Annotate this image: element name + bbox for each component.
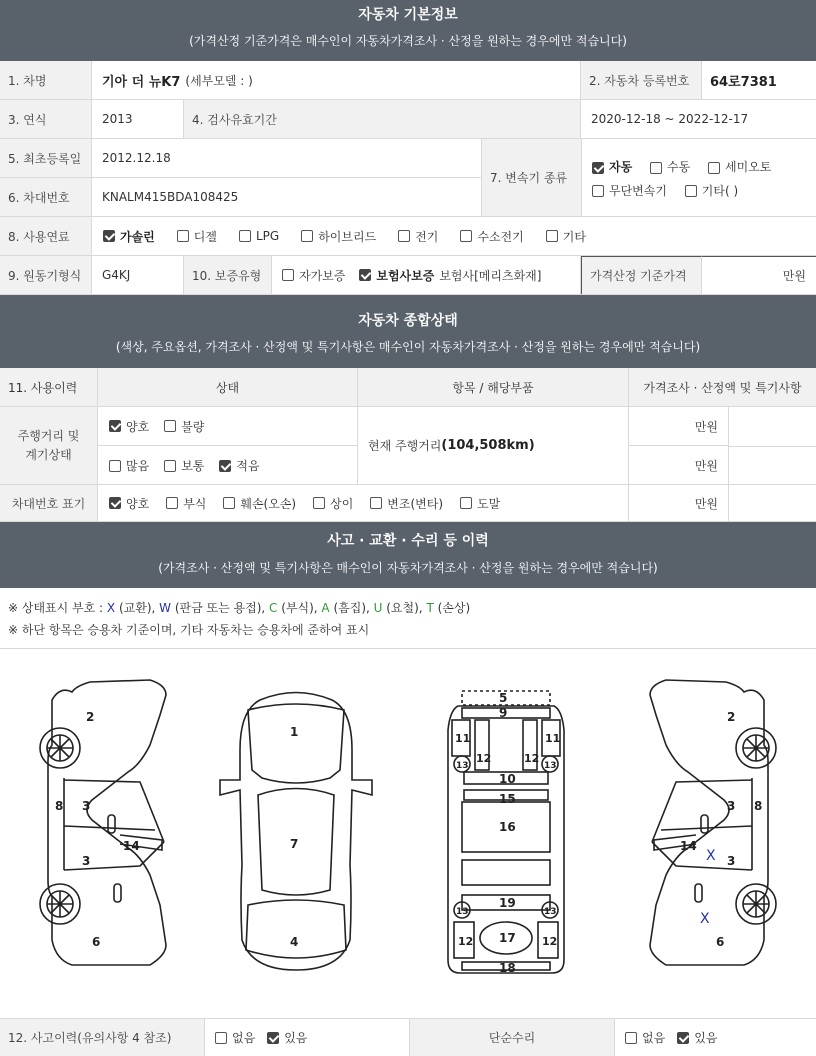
svg-text:9: 9 (499, 706, 508, 720)
svg-text:3: 3 (727, 854, 736, 868)
reg-no-value: 64로7381 (710, 74, 777, 90)
mileage-item (358, 407, 629, 484)
transmission-other-checkbox[interactable]: 기타( ) (685, 181, 738, 202)
notes-divider (0, 648, 816, 649)
svg-text:16: 16 (499, 820, 516, 834)
col-price: 가격조사 · 산정액 및 특기사항 (643, 380, 802, 395)
car-submodel: (세부모델 : ) (185, 73, 253, 88)
legend-code-u: U (373, 601, 383, 615)
transmission-manual-checkbox[interactable]: 수동 (650, 157, 690, 178)
checkbox-empty-icon (301, 230, 313, 242)
checkbox-empty-icon (166, 497, 178, 509)
checkbox-checked-icon (592, 162, 604, 174)
inspection-label: 4. 검사유효기간 (184, 100, 581, 138)
first-reg-label: 5. 최초등록일 (0, 139, 92, 177)
checkbox-checked-icon (103, 230, 115, 242)
svg-text:6: 6 (716, 935, 725, 949)
checkbox-empty-icon (592, 185, 604, 197)
checkbox-empty-icon (282, 269, 294, 281)
accident-history-label: 12. 사고이력(유의사항 4 참조) (0, 1019, 205, 1056)
row-engine (0, 256, 816, 295)
vin-mark-row (0, 485, 816, 522)
reg-no-label: 2. 자동차 등록번호 (581, 61, 702, 99)
transmission-cvt-checkbox[interactable]: 무단변속기 (592, 181, 667, 202)
fuel-other-checkbox[interactable]: 기타 (546, 228, 586, 245)
fuel-label: 8. 사용연료 (0, 217, 92, 255)
row-year (0, 100, 816, 139)
checkbox-empty-icon (164, 420, 176, 432)
row-car-name (0, 61, 816, 100)
checkbox-empty-icon (685, 185, 697, 197)
repair-yes-checkbox[interactable]: 있음 (677, 1029, 717, 1046)
fuel-lpg-checkbox[interactable]: LPG (239, 229, 279, 243)
mileage-block (0, 407, 816, 485)
year-value: 2013 (92, 100, 184, 138)
fuel-diesel-checkbox[interactable]: 디젤 (177, 228, 217, 245)
damage-mark-x-fender: X (700, 911, 710, 927)
accident-subtitle: (가격조사 · 산정액 및 특기사항은 매수인이 자동차가격조사 · 산정을 원하는 경우에만 적습니다) (158, 561, 658, 575)
vin-mark-label: 차대번호 표기 (0, 485, 98, 521)
mileage-price-unit-1: 만원 (629, 407, 729, 446)
checkbox-empty-icon (239, 230, 251, 242)
general-status-subtitle: (색상, 주요옵션, 가격조사 · 산정액 및 특기사항은 매수인이 자동차가격조사 · 산정을 원하는 경우에만 적습니다) (115, 340, 701, 354)
checkbox-empty-icon (546, 230, 558, 242)
status-table-header (0, 368, 816, 407)
svg-text:14: 14 (680, 839, 697, 853)
legend-code-t: T (426, 601, 434, 615)
car-name-value: 기아 더 뉴K7 (102, 74, 181, 90)
vin-mark-price-unit: 만원 (629, 485, 729, 521)
accident-title: 사고 · 교환 · 수리 등 이력 (327, 533, 489, 549)
legend-code-w: W (159, 601, 172, 615)
fuel-options (92, 217, 816, 255)
mileage-good-checkbox[interactable]: 양호 (109, 418, 149, 435)
accident-history-row (0, 1018, 816, 1056)
car-name-cell (92, 61, 581, 99)
checkbox-checked-icon (219, 460, 231, 472)
svg-text:13: 13 (456, 761, 469, 771)
checkbox-empty-icon (313, 497, 325, 509)
checkbox-empty-icon (177, 230, 189, 242)
engine-label: 9. 원동기형식 (0, 256, 92, 294)
vin-value: KNALM415BDA108425 (92, 178, 482, 216)
mileage-normal-checkbox[interactable]: 보통 (164, 457, 204, 474)
vin-mark-damage-checkbox[interactable]: 훼손(오손) (223, 495, 296, 512)
mileage-value: (104,508km) (441, 438, 535, 453)
price-base-label: 가격산정 기준가격 (581, 256, 702, 294)
svg-text:13: 13 (456, 907, 469, 917)
svg-text:12: 12 (542, 935, 558, 948)
legend-code-c: C (269, 601, 278, 615)
warranty-label: 10. 보증유형 (184, 256, 272, 294)
accident-none-checkbox[interactable]: 없음 (215, 1029, 255, 1046)
vin-mark-good-checkbox[interactable]: 양호 (109, 495, 149, 512)
passenger-car-note: ※ 하단 항목은 승용차 기준이며, 기타 자동차는 승용차에 준하여 표시 (8, 623, 370, 637)
svg-text:2: 2 (727, 710, 736, 724)
transmission-options (582, 139, 816, 217)
checkbox-empty-icon (460, 230, 472, 242)
car-damage-diagram (0, 670, 816, 980)
repair-none-checkbox[interactable]: 없음 (625, 1029, 665, 1046)
svg-text:7: 7 (290, 837, 299, 851)
first-reg-value: 2012.12.18 (92, 139, 482, 177)
checkbox-checked-icon (359, 269, 371, 281)
svg-text:12: 12 (476, 752, 492, 765)
vin-mark-corrosion-checkbox[interactable]: 부식 (166, 495, 206, 512)
svg-text:3: 3 (727, 799, 736, 813)
checkbox-empty-icon (650, 162, 662, 174)
checkbox-checked-icon (677, 1032, 689, 1044)
fuel-gasoline-checkbox[interactable]: 가솔린 (103, 228, 155, 245)
simple-repair-options (615, 1019, 816, 1056)
engine-value: G4KJ (92, 256, 184, 294)
warranty-self-checkbox[interactable]: 자가보증 (282, 267, 345, 284)
svg-text:4: 4 (290, 935, 299, 949)
col-status: 상태 (98, 368, 358, 406)
damage-mark-x-door: X (706, 848, 716, 864)
simple-repair-label: 단순수리 (410, 1019, 615, 1056)
mileage-note-divider (729, 446, 816, 447)
mileage-price-unit-2: 만원 (629, 446, 729, 485)
transmission-semiauto-checkbox[interactable]: 세미오토 (708, 157, 771, 178)
checkbox-empty-icon (398, 230, 410, 242)
inspection-period: 2020-12-18 ~ 2022-12-17 (591, 112, 749, 126)
checkbox-empty-icon (625, 1032, 637, 1044)
svg-text:14: 14 (123, 839, 140, 853)
vin-mark-options (98, 485, 629, 521)
mileage-status-row2 (98, 446, 358, 485)
accident-history-options (205, 1019, 410, 1056)
checkbox-empty-icon (370, 497, 382, 509)
svg-text:10: 10 (499, 772, 516, 786)
svg-text:18: 18 (499, 961, 516, 975)
mileage-many-checkbox[interactable]: 많음 (109, 457, 149, 474)
warranty-insurer: 보험사[메리츠화재] (439, 268, 542, 283)
warranty-insurance-checkbox[interactable]: 보험사보증 (359, 267, 434, 284)
svg-text:19: 19 (499, 896, 516, 910)
basic-info-title: 자동차 기본정보 (358, 7, 458, 23)
col-item: 항목 / 해당부품 (358, 368, 629, 406)
svg-text:17: 17 (499, 931, 516, 945)
mileage-text: 현재 주행거리 (368, 439, 442, 453)
svg-text:8: 8 (55, 799, 64, 813)
transmission-label: 7. 변속기 종류 (482, 139, 582, 216)
mileage-few-checkbox[interactable]: 적음 (219, 457, 259, 474)
checkbox-empty-icon (164, 460, 176, 472)
price-base-unit: 만원 (702, 256, 816, 294)
fuel-hydrogen-checkbox[interactable]: 수소전기 (460, 228, 523, 245)
svg-text:3: 3 (82, 799, 91, 813)
legend-code-a: A (321, 601, 330, 615)
svg-text:2: 2 (86, 710, 95, 724)
mileage-status-row1 (98, 407, 358, 446)
car-left-side-view (40, 680, 166, 965)
basic-info-header (0, 0, 816, 61)
transmission-auto-checkbox[interactable]: 자동 (592, 157, 632, 178)
accident-yes-checkbox[interactable]: 있음 (267, 1029, 307, 1046)
status-legend: ※ 상태표시 부호 : X (교환), W (판금 또는 용접), C (부식), A (흠집), U (요철), T (손상) (8, 601, 471, 615)
svg-text:15: 15 (499, 792, 516, 806)
svg-text:13: 13 (544, 761, 557, 771)
svg-text:3: 3 (82, 854, 91, 868)
fuel-hybrid-checkbox[interactable]: 하이브리드 (301, 228, 376, 245)
svg-text:11: 11 (545, 732, 561, 745)
mileage-label: 주행거리 및 계기상태 (0, 407, 98, 484)
svg-text:12: 12 (458, 935, 474, 948)
vin-mark-smear-checkbox[interactable]: 도말 (460, 495, 500, 512)
basic-info-subtitle: (가격산정 기준가격은 매수인이 자동차가격조사 · 산정을 원하는 경우에만 적습니다) (189, 34, 627, 48)
row-first-reg (0, 139, 482, 178)
general-status-title: 자동차 종합상태 (358, 313, 458, 329)
row-vin (0, 178, 482, 217)
car-name-label: 1. 차명 (0, 61, 92, 99)
checkbox-empty-icon (215, 1032, 227, 1044)
transmission-block (482, 139, 816, 217)
checkbox-checked-icon (109, 497, 121, 509)
accident-header (0, 522, 816, 588)
general-status-header (0, 295, 816, 368)
mileage-bad-checkbox[interactable]: 불량 (164, 418, 204, 435)
legend-code-x: X (106, 601, 116, 615)
svg-text:1: 1 (290, 725, 299, 739)
svg-text:6: 6 (92, 935, 101, 949)
vin-label: 6. 차대번호 (0, 178, 92, 216)
checkbox-empty-icon (109, 460, 121, 472)
car-right-side-view (650, 680, 776, 965)
row-fuel (0, 217, 816, 256)
fuel-electric-checkbox[interactable]: 전기 (398, 228, 438, 245)
checkbox-empty-icon (460, 497, 472, 509)
svg-text:5: 5 (499, 691, 508, 705)
vin-mark-altered-checkbox[interactable]: 변조(변타) (370, 495, 443, 512)
checkbox-checked-icon (267, 1032, 279, 1044)
warranty-options (272, 256, 581, 294)
svg-text:13: 13 (544, 907, 557, 917)
svg-text:11: 11 (455, 732, 471, 745)
col-history: 11. 사용이력 (0, 368, 98, 406)
svg-text:12: 12 (524, 752, 540, 765)
checkbox-checked-icon (109, 420, 121, 432)
checkbox-empty-icon (223, 497, 235, 509)
vin-mark-mismatch-checkbox[interactable]: 상이 (313, 495, 353, 512)
checkbox-empty-icon (708, 162, 720, 174)
svg-text:8: 8 (754, 799, 763, 813)
year-label: 3. 연식 (0, 100, 92, 138)
